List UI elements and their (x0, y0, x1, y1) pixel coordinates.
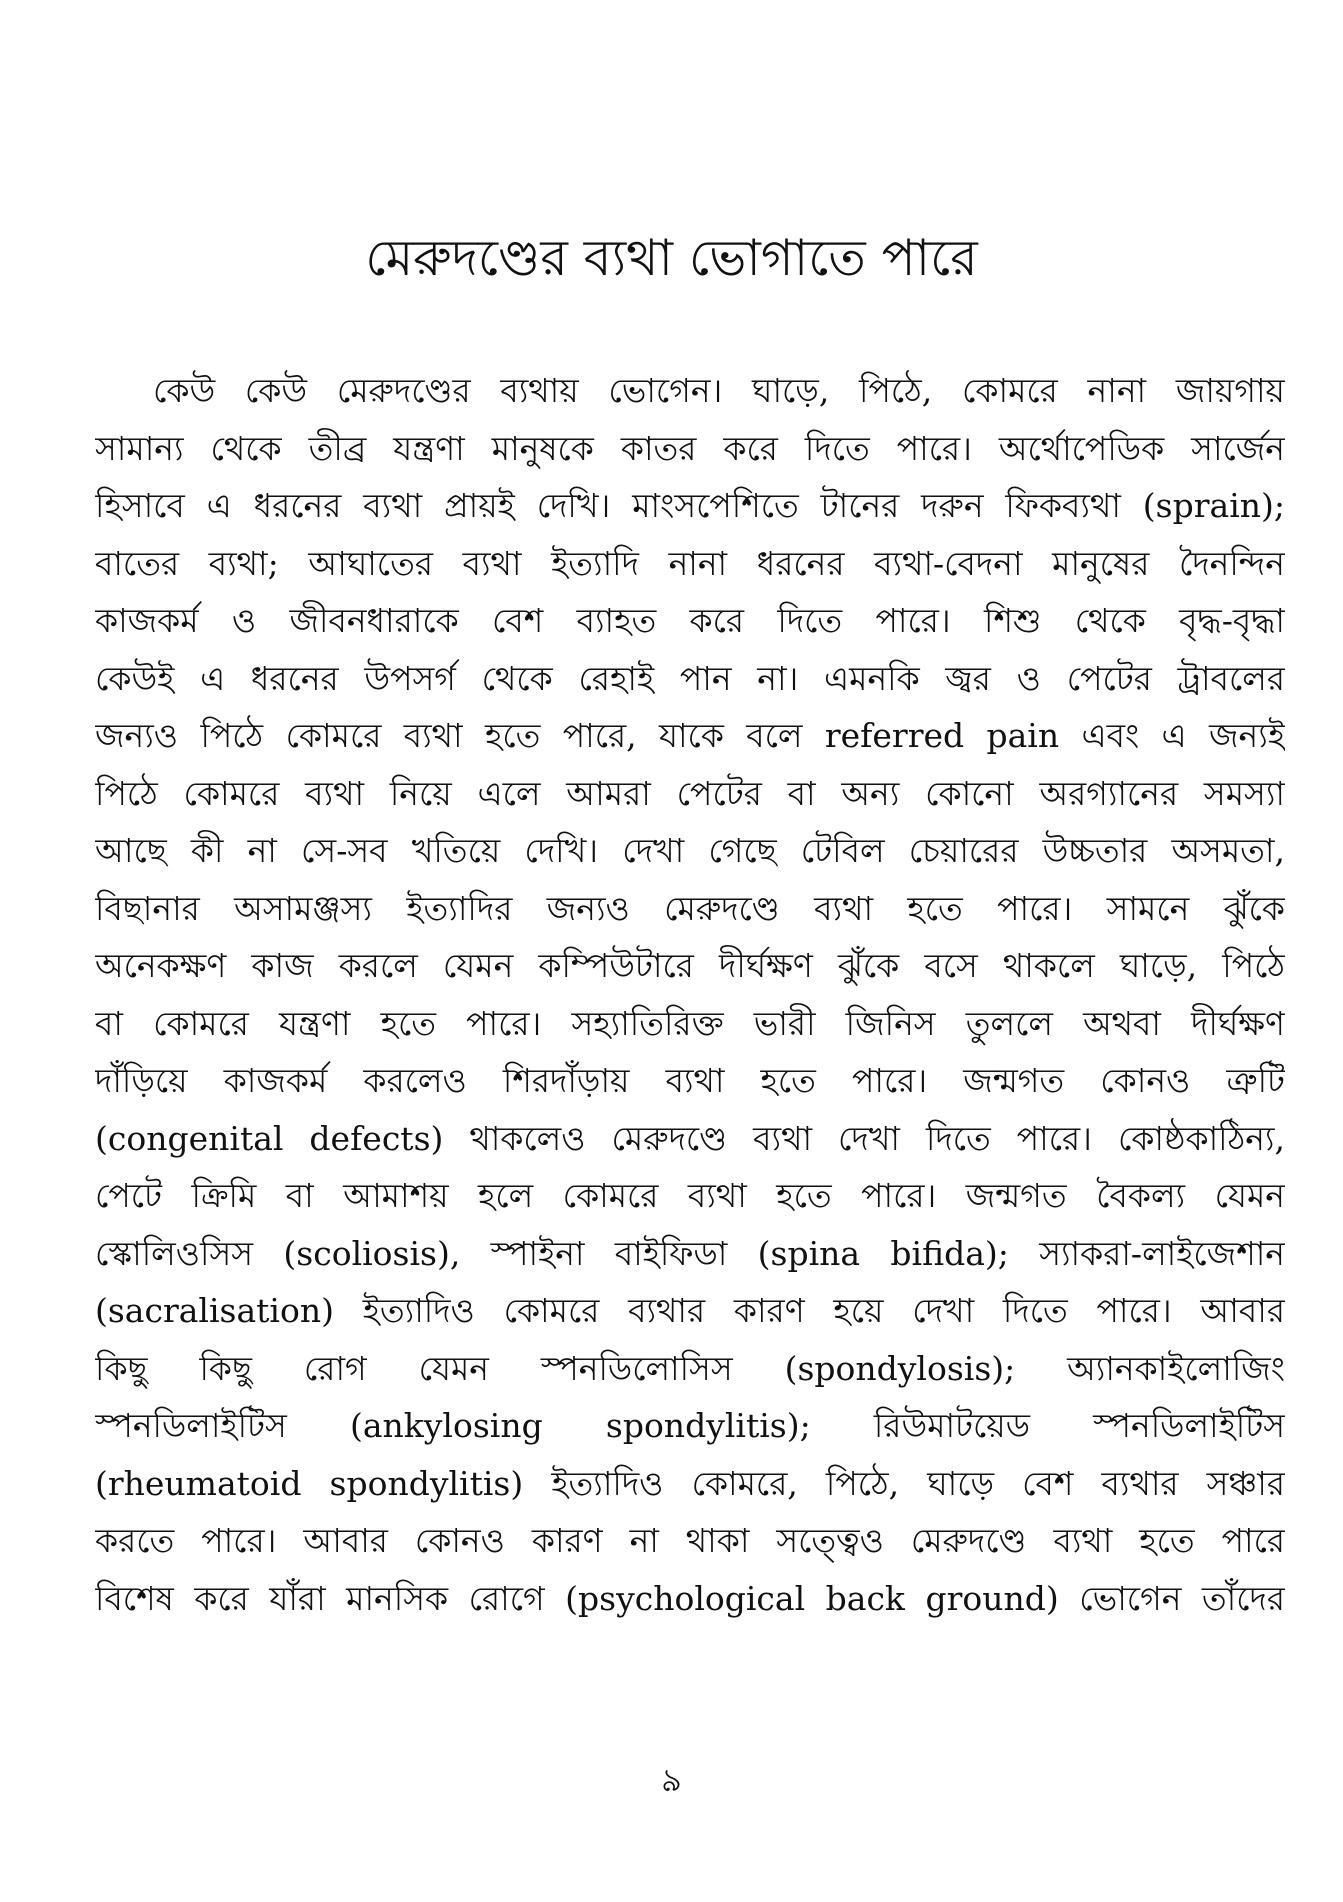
text-line: অনেকক্ষণ কাজ করলে যেমন কম্পিউটারে দীর্ঘক্ষণ ঝুঁকে বসে থাকলে ঘাড়ে, পিঠে (95, 946, 1285, 985)
text-line: পিঠে কোমরে ব্যথা নিয়ে এলে আমরা পেটের বা অন্য কোনো অরগ্যানের সমস্যা (95, 773, 1285, 813)
text-line: কেউই এ ধরনের উপসর্গ থেকে রেহাই পান না। এমনকি জ্বর ও পেটের ট্রাবলের (95, 658, 1285, 698)
text-line: স্পনডিলাইটিস (ankylosing spondylitis); রিউমাটয়েড স্পনডিলাইটিস (95, 1406, 1285, 1445)
text-line: করতে পারে। আবার কোনও কারণ না থাকা সত্ত্বেও মেরুদণ্ডে ব্যথা হতে পারে (95, 1521, 1285, 1560)
text-line: স্কোলিওসিস (scoliosis), স্পাইনা বাইফিডা (spina bifida); স্যাকরা-লাইজেশান (95, 1233, 1285, 1273)
text-line: আছে কী না সে-সব খতিয়ে দেখি। দেখা গেছে টেবিল চেয়ারের উচ্চতার অসমতা, (95, 831, 1285, 870)
text-line: জন্যও পিঠে কোমরে ব্যথা হতে পারে, যাকে বলে referred pain এবং এ জন্যই (95, 716, 1285, 755)
text-line: সামান্য থেকে তীব্র যন্ত্রণা মানুষকে কাতর করে দিতে পারে। অর্থোপেডিক সার্জেন (95, 428, 1285, 468)
text-line: বিছানার অসামঞ্জস্য ইত্যাদির জন্যও মেরুদণ্ডে ব্যথা হতে পারে। সামনে ঝুঁকে (95, 888, 1285, 928)
page-title: মেরুদণ্ডের ব্যথা ভোগাতে পারে (365, 229, 978, 287)
text-line: (congenital defects) থাকলেও মেরুদণ্ডে ব্যথা দেখা দিতে পারে। কোষ্ঠকাঠিন্য, (95, 1118, 1285, 1158)
text-line: কিছু কিছু রোগ যেমন স্পনডিলোসিস (spondylosis); অ্যানকাইলোজিং (95, 1348, 1285, 1388)
text-line: বিশেষ করে যাঁরা মানসিক রোগে (psychological back ground) ভোগেন তাঁদের (95, 1578, 1285, 1618)
text-line: কাজকর্ম ও জীবনধারাকে বেশ ব্যাহত করে দিতে পারে। শিশু থেকে বৃদ্ধ-বৃদ্ধা (95, 601, 1285, 640)
text-line: হিসাবে এ ধরনের ব্যথা প্রায়ই দেখি। মাংসপেশিতে টানের দরুন ফিকব্যথা (sprain); (95, 486, 1285, 525)
text-line: দাঁড়িয়ে কাজকর্ম করলেও শিরদাঁড়ায় ব্যথা হতে পারে। জন্মগত কোনও ত্রুটি (95, 1061, 1285, 1100)
text-line: বাতের ব্যথা; আঘাতের ব্যথা ইত্যাদি নানা ধরনের ব্যথা-বেদনা মানুষের দৈনন্দিন (95, 543, 1285, 583)
text-line: (sacralisation) ইত্যাদিও কোমরে ব্যথার কারণ হয়ে দেখা দিতে পারে। আবার (95, 1291, 1285, 1330)
text-line: বা কোমরে যন্ত্রণা হতে পারে। সহ্যাতিরিক্ত ভারী জিনিস তুললে অথবা দীর্ঘক্ষণ (95, 1003, 1285, 1043)
text-line: কেউ কেউ মেরুদণ্ডের ব্যথায় ভোগেন। ঘাড়ে, পিঠে, কোমরে নানা জায়গায় (153, 371, 1285, 410)
text-line: (rheumatoid spondylitis) ইত্যাদিও কোমরে, পিঠে, ঘাড়ে বেশ ব্যথার সঞ্চার (95, 1463, 1285, 1503)
page-number: ৯ (661, 1761, 682, 1799)
body-paragraph (95, 362, 1285, 1627)
text-line: পেটে ক্রিমি বা আমাশয় হলে কোমরে ব্যথা হতে পারে। জন্মগত বৈকল্য যেমন (95, 1176, 1285, 1215)
